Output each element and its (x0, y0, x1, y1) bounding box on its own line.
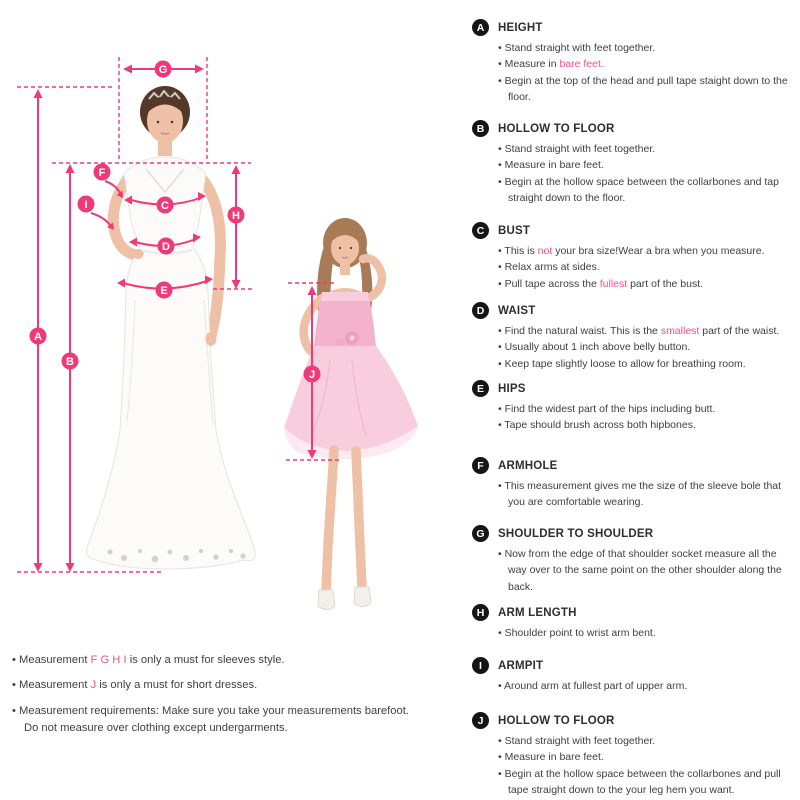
footnote: • Measurement J is only a must for short dresses. (12, 679, 258, 692)
instruction-bullet: • Begin at the hollow space between the collarbones and pull tape straight down to the your leg hem you want. (498, 767, 781, 796)
plain-text: is only a must for short dresses. (96, 679, 258, 692)
section-c (472, 222, 798, 292)
section-letter-badge: F (472, 457, 489, 474)
footnote: • Measurement F G H I is only a must for sleeves style. (12, 654, 285, 666)
section-header (472, 120, 798, 137)
instruction-bullet: • Stand straight with feet together. (498, 42, 656, 54)
section-header (472, 525, 798, 542)
plain-text: Stand straight with feet together. (504, 42, 656, 54)
plain-text: Measure in (504, 58, 560, 71)
plain-text: This measurement gives me the size of the sleeve bole that you are comfortable wearing. (504, 480, 782, 509)
section-letter-badge: G (472, 525, 489, 542)
model-right-leg (356, 451, 362, 587)
plain-text: is only a must for sleeves style. (126, 654, 285, 666)
instruction-bullet: • Around arm at fullest part of upper arm. (498, 680, 688, 692)
instruction-bullet: • Shoulder point to wrist arm bent. (498, 627, 656, 639)
svg-text:C: C (161, 200, 169, 212)
section-title: ARMHOLE (498, 459, 558, 472)
model-right-shoe (354, 587, 371, 607)
badge-G (155, 61, 172, 78)
instruction-bullet: • Pull tape across the fullest part of the bust. (498, 277, 704, 290)
plain-text: This is (504, 245, 538, 257)
instruction-bullet: • Measure in bare feet. (498, 751, 604, 764)
svg-text:D: D (162, 241, 170, 253)
section-e (472, 380, 798, 434)
badge-B (62, 353, 79, 370)
section-title: WAIST (498, 304, 536, 317)
footnote: • Measurement requirements: Make sure you take your measurements barefoot. Do not measure over clothing except undergarments. (12, 704, 409, 735)
section-header (472, 380, 798, 397)
section-letter-badge: I (472, 657, 489, 674)
model-skirt (284, 346, 418, 451)
section-letter-badge: E (472, 380, 489, 397)
svg-text:J: J (308, 369, 316, 381)
section-title: SHOULDER TO SHOULDER (498, 527, 654, 540)
instruction-bullet: • Find the widest part of the hips including butt. (498, 403, 716, 415)
plain-text: Shoulder point to wrist arm bent. (504, 627, 656, 639)
short-dress-figure (284, 218, 418, 610)
plain-text: Usually about 1 inch above belly button. (504, 341, 691, 354)
highlighted-text: J (90, 679, 97, 692)
section-header (472, 222, 798, 239)
instruction-bullet: • Tape should brush across both hipbones. (498, 419, 696, 432)
plain-text: Tape should brush across both hipbones. (504, 419, 696, 432)
section-i (472, 657, 798, 694)
section-letter-badge: C (472, 222, 489, 239)
plain-text: Stand straight with feet together. (504, 143, 656, 155)
section-header (472, 457, 798, 474)
badge-F (94, 164, 111, 181)
instruction-bullet: • Find the natural waist. This is the smallest part of the waist. (498, 325, 780, 337)
highlighted-text: fullest (599, 277, 628, 290)
highlighted-text: not (537, 245, 553, 257)
svg-text:G: G (158, 64, 168, 76)
section-title: HIPS (498, 382, 526, 395)
plain-text: Find the widest part of the hips including butt. (504, 403, 716, 415)
plain-text: Measurement requirements: Make sure you take your measurements barefoot. (19, 704, 409, 717)
section-letter-badge: A (472, 19, 489, 36)
section-f (472, 457, 798, 511)
section-d (472, 302, 798, 372)
model-bodice-band (321, 292, 369, 301)
section-letter-badge: B (472, 120, 489, 137)
bride-figure (86, 86, 255, 569)
instruction-bullet: • Now from the edge of that shoulder socket measure all the way over to the same point on the other shoulder along the back. (498, 548, 782, 593)
plain-text: your bra size!Wear a bra when you measure. (552, 245, 765, 257)
model-left-leg (326, 450, 334, 590)
plain-text: Measurement (19, 654, 91, 666)
section-title: HOLLOW TO FLOOR (498, 122, 615, 135)
model-neck (340, 262, 350, 275)
section-a (472, 19, 798, 105)
section-title: ARMPIT (498, 659, 544, 672)
plain-text: Do not measure over clothing except undergarments. (24, 722, 288, 735)
plain-text: Measure in bare feet. (504, 159, 604, 172)
instruction-bullet: • Stand straight with feet together. (498, 143, 656, 155)
instruction-bullet: • Relax arms at sides. (498, 261, 600, 274)
section-header (472, 302, 798, 319)
plain-text: part of the bust. (627, 277, 704, 290)
svg-text:A: A (34, 331, 42, 343)
instruction-bullet: • Measure in bare feet. (498, 159, 604, 172)
badge-I (78, 196, 95, 213)
instruction-bullet: • Begin at the hollow space between the collarbones and tap straight down to the floor. (498, 175, 779, 204)
bride-neck (158, 138, 172, 156)
plain-text: Pull tape across the (504, 277, 600, 290)
plain-text: Find the natural waist. This is the (504, 325, 661, 337)
instruction-bullet: • This is not your bra size!Wear a bra when you measure. (498, 245, 765, 257)
section-title: BUST (498, 224, 531, 237)
plain-text: part of the waist. (699, 325, 780, 337)
section-header (472, 19, 798, 36)
section-g (472, 525, 798, 595)
section-header (472, 657, 798, 674)
section-title: HOLLOW TO FLOOR (498, 714, 615, 727)
plain-text: Measurement (19, 679, 91, 692)
instruction-bullet: • Stand straight with feet together. (498, 735, 656, 747)
section-title: ARM LENGTH (498, 606, 577, 619)
footnotes (12, 652, 460, 745)
measure-line-I (91, 213, 110, 225)
badge-H (228, 207, 245, 224)
highlighted-text: F G H I (90, 654, 127, 666)
svg-text:F: F (98, 167, 106, 179)
highlighted-text: smallest (660, 325, 700, 337)
section-j (472, 712, 798, 798)
svg-text:B: B (66, 356, 74, 368)
badge-C (157, 197, 174, 214)
svg-text:E: E (160, 285, 168, 297)
plain-text: Around arm at fullest part of upper arm. (504, 680, 688, 692)
plain-text: Begin at the hollow space between the collarbones and tap straight down to the floor. (504, 175, 779, 204)
section-letter-badge: H (472, 604, 489, 621)
badge-J (304, 366, 321, 383)
section-h (472, 604, 798, 641)
plain-text: Measure in bare feet. (504, 751, 604, 764)
highlighted-text: bare feet. (559, 58, 604, 71)
model-left-shoe (318, 590, 335, 610)
instruction-bullet: • Usually about 1 inch above belly button. (498, 341, 691, 354)
section-header (472, 712, 798, 729)
plain-text: Keep tape slightly loose to allow for breathing room. (504, 357, 746, 370)
plain-text: Begin at the top of the head and pull tape staight down to the floor. (504, 74, 788, 103)
section-header (472, 604, 798, 621)
plain-text: Begin at the hollow space between the collarbones and pull tape straight down to the your leg hem you want. (504, 767, 781, 796)
section-letter-badge: J (472, 712, 489, 729)
plain-text: Stand straight with feet together. (504, 735, 656, 747)
instruction-bullet: • This measurement gives me the size of the sleeve bole that you are comfortable wearing. (498, 480, 782, 509)
section-b (472, 120, 798, 206)
plain-text: Relax arms at sides. (504, 261, 600, 274)
section-letter-badge: D (472, 302, 489, 319)
svg-text:H: H (232, 210, 240, 222)
section-title: HEIGHT (498, 21, 543, 34)
instruction-bullet: • Measure in bare feet. (498, 58, 604, 71)
badge-D (158, 238, 175, 255)
plain-text: Now from the edge of that shoulder socket measure all the way over to the same point on the other shoulder along the back. (504, 548, 782, 593)
badge-A (30, 328, 47, 345)
svg-text:I: I (84, 199, 88, 211)
instruction-bullet: • Begin at the top of the head and pull tape staight down to the floor. (498, 74, 788, 103)
instruction-bullet: • Keep tape slightly loose to allow for breathing room. (498, 357, 746, 370)
badge-E (156, 282, 173, 299)
